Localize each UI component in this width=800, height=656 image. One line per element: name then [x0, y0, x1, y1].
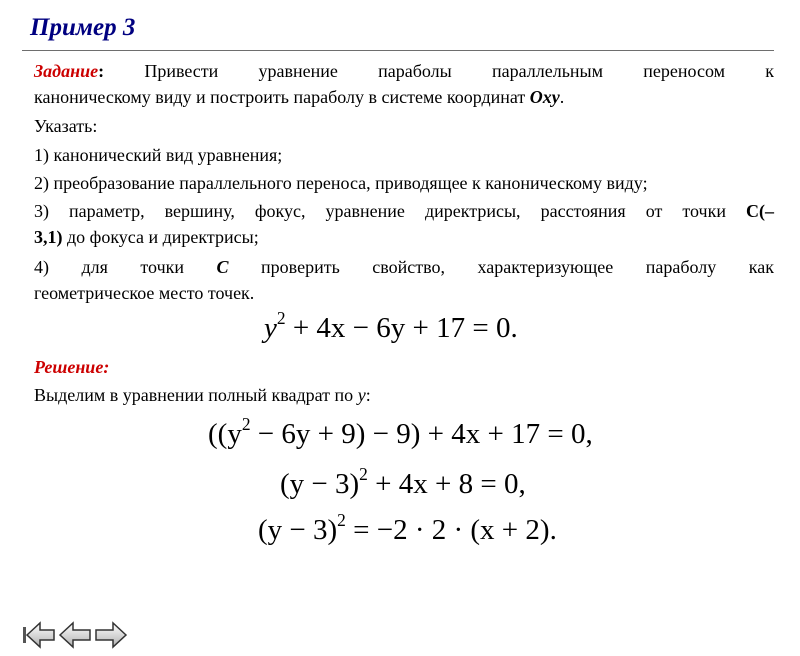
solution-label: Решение: [34, 357, 104, 377]
slide-title: Пример 3: [30, 14, 136, 41]
forward-arrow-icon[interactable]: [94, 620, 128, 650]
list-item-3-line2: [34, 224, 774, 250]
step2-exp: 2: [359, 463, 368, 484]
step1-exp: 2: [241, 413, 251, 434]
point-c: C: [216, 257, 229, 277]
coord-system: Oxy: [529, 87, 560, 107]
step1-b: − 6y + 9) − 9) + 4x + 17 = 0,: [250, 418, 593, 450]
list-item-3-text-end: до фокуса и директрисы;: [62, 227, 259, 247]
back-arrow-icon[interactable]: [22, 620, 56, 650]
back-arrow-shape: [27, 623, 54, 647]
point-c-line2: 3,1): [34, 227, 63, 247]
step2-b: + 4x + 8 = 0,: [367, 468, 526, 500]
back-bar: [23, 627, 26, 643]
step1-a: ((y: [208, 418, 242, 450]
return-arrow-shape: [60, 623, 90, 647]
task-line2: [34, 84, 774, 110]
list-item-4-line1: [34, 254, 774, 280]
equation-step-2: [280, 463, 526, 501]
solution-intro-text: Выделим в уравнении полный квадрат по: [34, 385, 358, 405]
step2-a: (y − 3): [280, 468, 360, 500]
solution-heading: [34, 354, 774, 380]
equation-step-1: [208, 413, 593, 451]
list-item-3-text: 3) параметр, вершину, фокус, уравнение директрисы, расстояния от точки: [34, 201, 746, 221]
solution-intro: [34, 382, 774, 408]
equation-step-3: [258, 509, 557, 547]
eq-main-y: y: [264, 312, 277, 344]
title-divider: [22, 50, 774, 51]
step3-exp: 2: [337, 509, 346, 530]
solution-colon: :: [103, 357, 110, 377]
point-c-line1: C(–: [746, 201, 774, 221]
list-item-1: 1) канонический вид уравнения;: [34, 145, 283, 165]
return-arrow-icon[interactable]: [58, 620, 92, 650]
step3-b: = −2 · 2 · (x + 2).: [345, 514, 557, 546]
eq-main-exp: 2: [276, 307, 286, 328]
task-period: .: [559, 87, 565, 107]
eq-main-rest: + 4x − 6y + 17 = 0.: [285, 312, 518, 344]
indicate-label: Указать:: [34, 116, 98, 136]
solution-intro-end: :: [365, 385, 371, 405]
equation-main: [264, 307, 518, 345]
list-item-4-text-2: проверить свойство, характеризующее параболу как: [228, 257, 774, 277]
step3-a: (y − 3): [258, 514, 338, 546]
task-paragraph: [34, 58, 774, 84]
task-text-line2: каноническому виду и построить параболу в системе координат: [34, 87, 530, 107]
list-item-4-line2: геометрическое место точек.: [34, 283, 255, 303]
list-item-4-text: 4) для точки: [34, 257, 217, 277]
task-colon: :: [98, 61, 105, 81]
navigation-buttons: [22, 620, 128, 652]
solution-var: y: [357, 385, 366, 405]
forward-arrow-shape: [96, 623, 126, 647]
list-item-2: 2) преобразование параллельного переноса, приводящее к каноническому виду;: [34, 173, 648, 193]
task-text-line1: Привести уравнение параболы параллельным переносом к: [104, 61, 774, 81]
list-item-3-line1: [34, 198, 774, 224]
task-label: Задание: [34, 61, 99, 81]
